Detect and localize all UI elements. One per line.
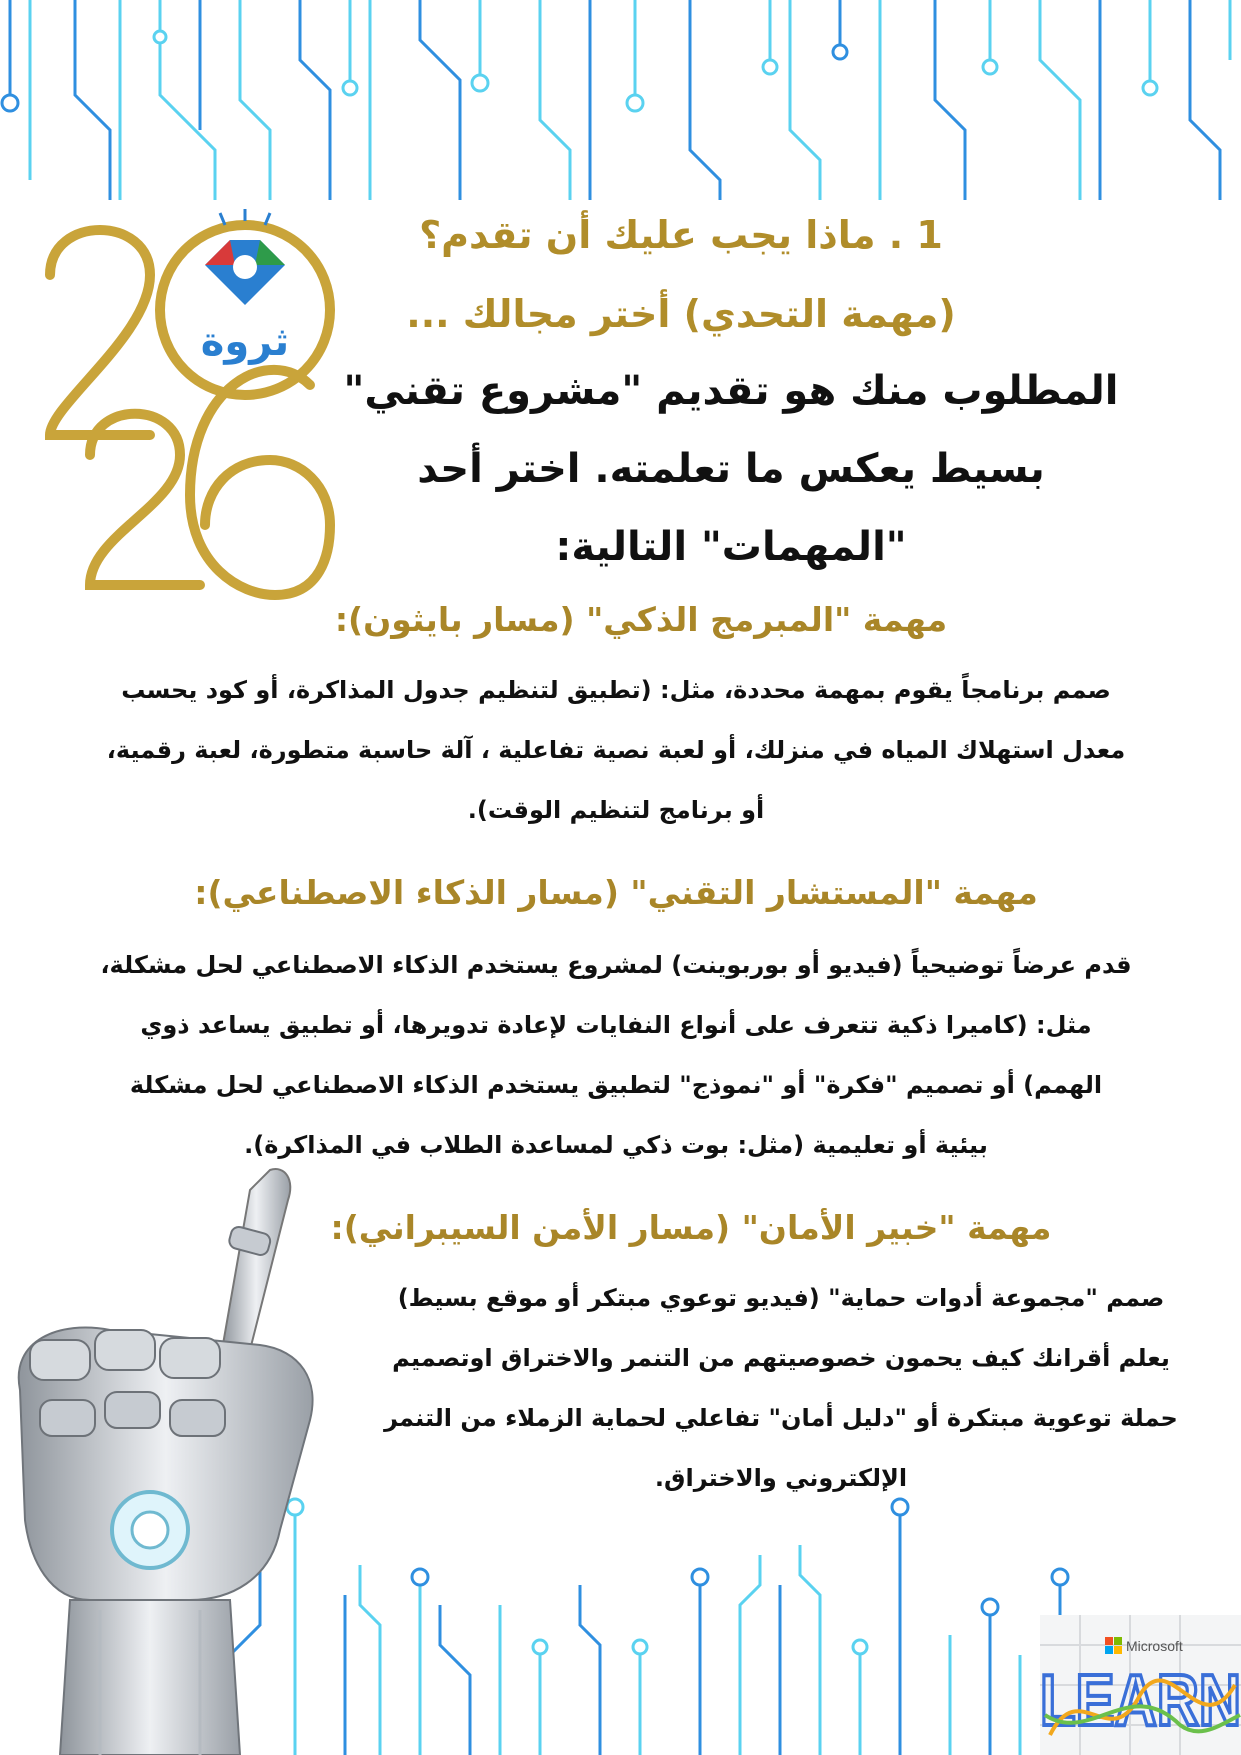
task-cyber-line-1: صمم "مجموعة أدوات حماية" (فيديو توعوي مبتكر أو موقع بسيط) xyxy=(397,1284,1165,1312)
task-ai-line-4: بيئية أو تعليمية (مثل: بوت ذكي لمساعدة الطلاب في المذاكرة). xyxy=(244,1131,988,1159)
question-heading: 1 . ماذا يجب عليك أن تقدم؟ xyxy=(419,213,943,257)
task-python-line-2: معدل استهلاك المياه في منزلك، أو لعبة نصية تفاعلية ، آلة حاسبة متطورة، لعبة رقمية، xyxy=(106,736,1126,764)
learn-word-text: LEARN xyxy=(1040,1661,1241,1741)
task-python-title: مهمة "المبرمج الذكي" (مسار بايثون): xyxy=(334,600,948,639)
task-cyber-line-2: يعلم أقرانك كيف يحمون خصوصيتهم من التنمر والاختراق اوتصميم xyxy=(392,1344,1170,1372)
microsoft-brand-text: Microsoft xyxy=(1126,1638,1183,1654)
task-cyber-title: مهمة "خبير الأمان" (مسار الأمن السيبراني): xyxy=(330,1208,1052,1247)
lead-line-1: المطلوب منك هو تقديم "مشروع تقني" xyxy=(343,368,1119,414)
task-ai-title: مهمة "المستشار التقني" (مسار الذكاء الاصطناعي): xyxy=(194,873,1038,912)
task-ai-line-2: مثل: (كاميرا ذكية تتعرف على أنواع النفايات لإعادة تدويرها، أو تطبيق يساعد ذوي xyxy=(140,1011,1092,1039)
challenge-subtitle: (مهمة التحدي) أختر مجالك ... xyxy=(406,292,956,336)
task-python-line-1: صمم برنامجاً يقوم بمهمة محددة، مثل: (تطبيق لتنظيم جدول المذاكرة، أو كود يحسب xyxy=(121,676,1111,704)
task-ai-line-1: قدم عرضاً توضيحياً (فيديو أو بوربوينت) لمشروع يستخدم الذكاء الاصطناعي لحل مشكلة، xyxy=(100,951,1132,979)
lead-line-3: "المهمات" التالية: xyxy=(555,524,907,570)
task-cyber-line-4: الإلكتروني والاختراق. xyxy=(654,1464,908,1492)
logo-brand-text: ثروة xyxy=(200,319,290,365)
microsoft-learn-badge xyxy=(1040,1615,1241,1755)
robot-hand-pointing-icon xyxy=(0,1160,340,1755)
lead-line-2: بسيط يعكس ما تعلمته. اختر أحد xyxy=(417,446,1045,492)
task-cyber-line-3: حملة توعوية مبتكرة أو "دليل أمان" تفاعلي لحماية الزملاء من التنمر xyxy=(384,1404,1178,1432)
task-python-line-3: أو برنامج لتنظيم الوقت). xyxy=(467,796,765,824)
circuit-board-top-decoration xyxy=(0,0,1241,200)
task-ai-line-3: الهمم) أو تصميم "فكرة" أو "نموذج" لتطبيق يستخدم الذكاء الاصطناعي لحل مشكلة xyxy=(129,1071,1103,1099)
